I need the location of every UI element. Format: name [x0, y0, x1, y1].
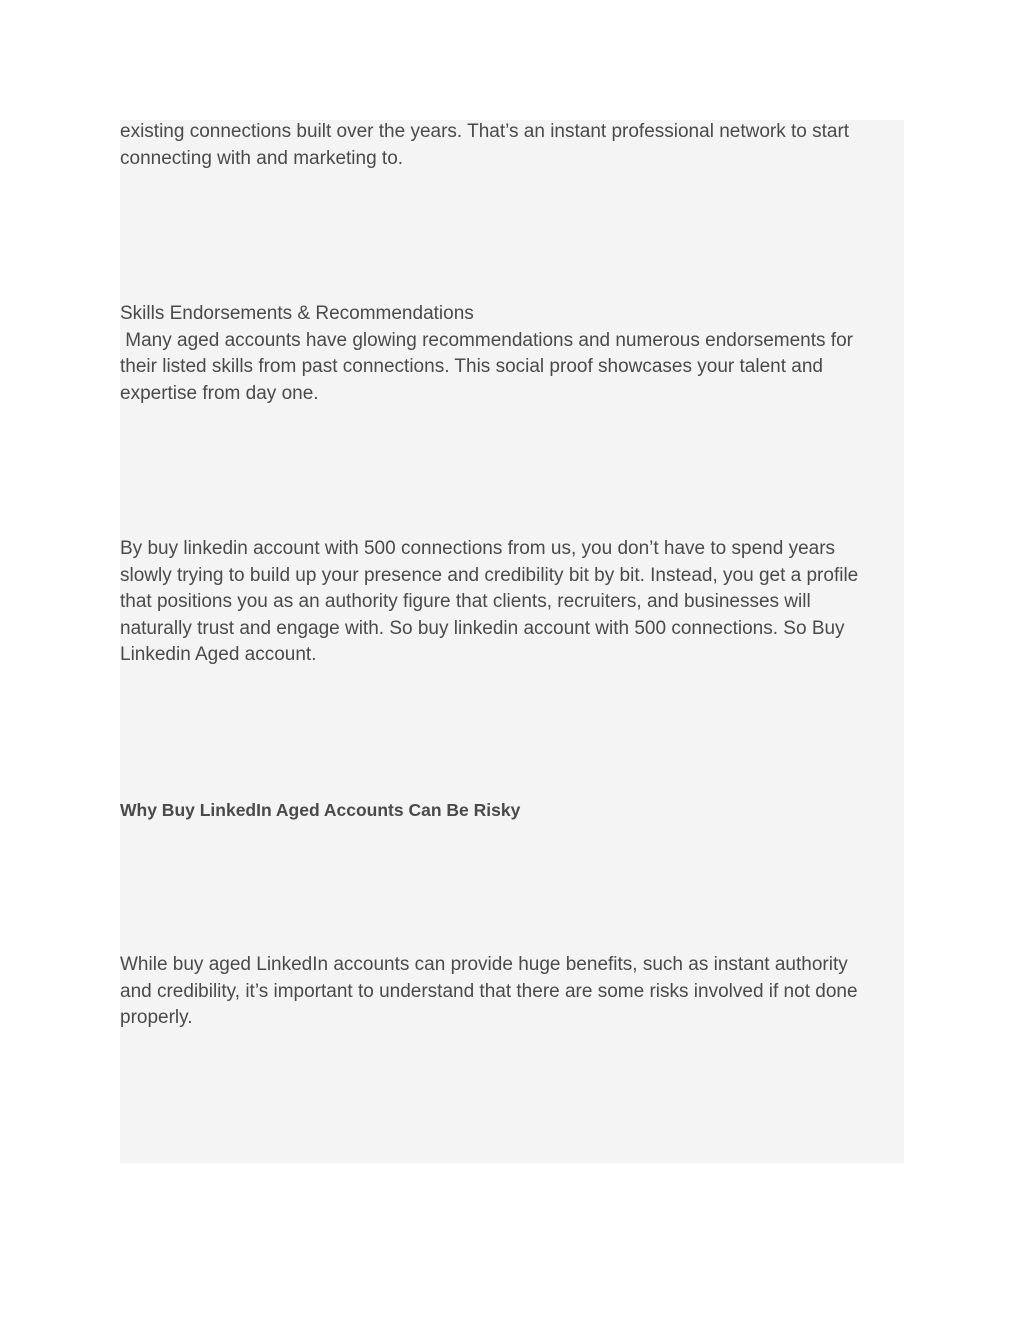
risk-line: While buy aged LinkedIn accounts can provide huge benefits, such as instant authority	[120, 954, 848, 975]
intro-line: connecting with and marketing to.	[120, 147, 404, 169]
risk-line: and credibility, it’s important to understand that there are some risks involved if not done	[120, 980, 858, 1002]
skills-paragraph	[120, 301, 904, 407]
intro-paragraph	[120, 119, 904, 172]
buy-paragraph	[120, 536, 904, 669]
buy-line: naturally trust and engage with. So buy linkedin account with 500 connections. So Buy	[120, 617, 845, 639]
buy-line: Linkedin Aged account.	[120, 644, 317, 665]
intro-line: existing connections built over the years. That’s an instant professional network to start	[120, 121, 850, 142]
buy-line: By buy linkedin account with 500 connections from us, you don’t have to spend years	[120, 538, 836, 559]
risk-paragraph	[120, 952, 904, 1032]
risk-line: properly.	[120, 1007, 193, 1028]
buy-line: slowly trying to build up your presence and credibility bit by bit. Instead, you get a profile	[120, 564, 859, 586]
skills-line: expertise from day one.	[120, 382, 319, 404]
risk-heading: Why Buy LinkedIn Aged Accounts Can Be Risky	[120, 800, 521, 820]
skills-line: Many aged accounts have glowing recommendations and numerous endorsements for	[120, 329, 853, 351]
buy-line: that positions you as an authority figure that clients, recruiters, and businesses will	[120, 591, 811, 612]
skills-line: their listed skills from past connections. This social proof showcases your talent and	[120, 356, 823, 377]
skills-title: Skills Endorsements & Recommendations	[120, 303, 474, 324]
